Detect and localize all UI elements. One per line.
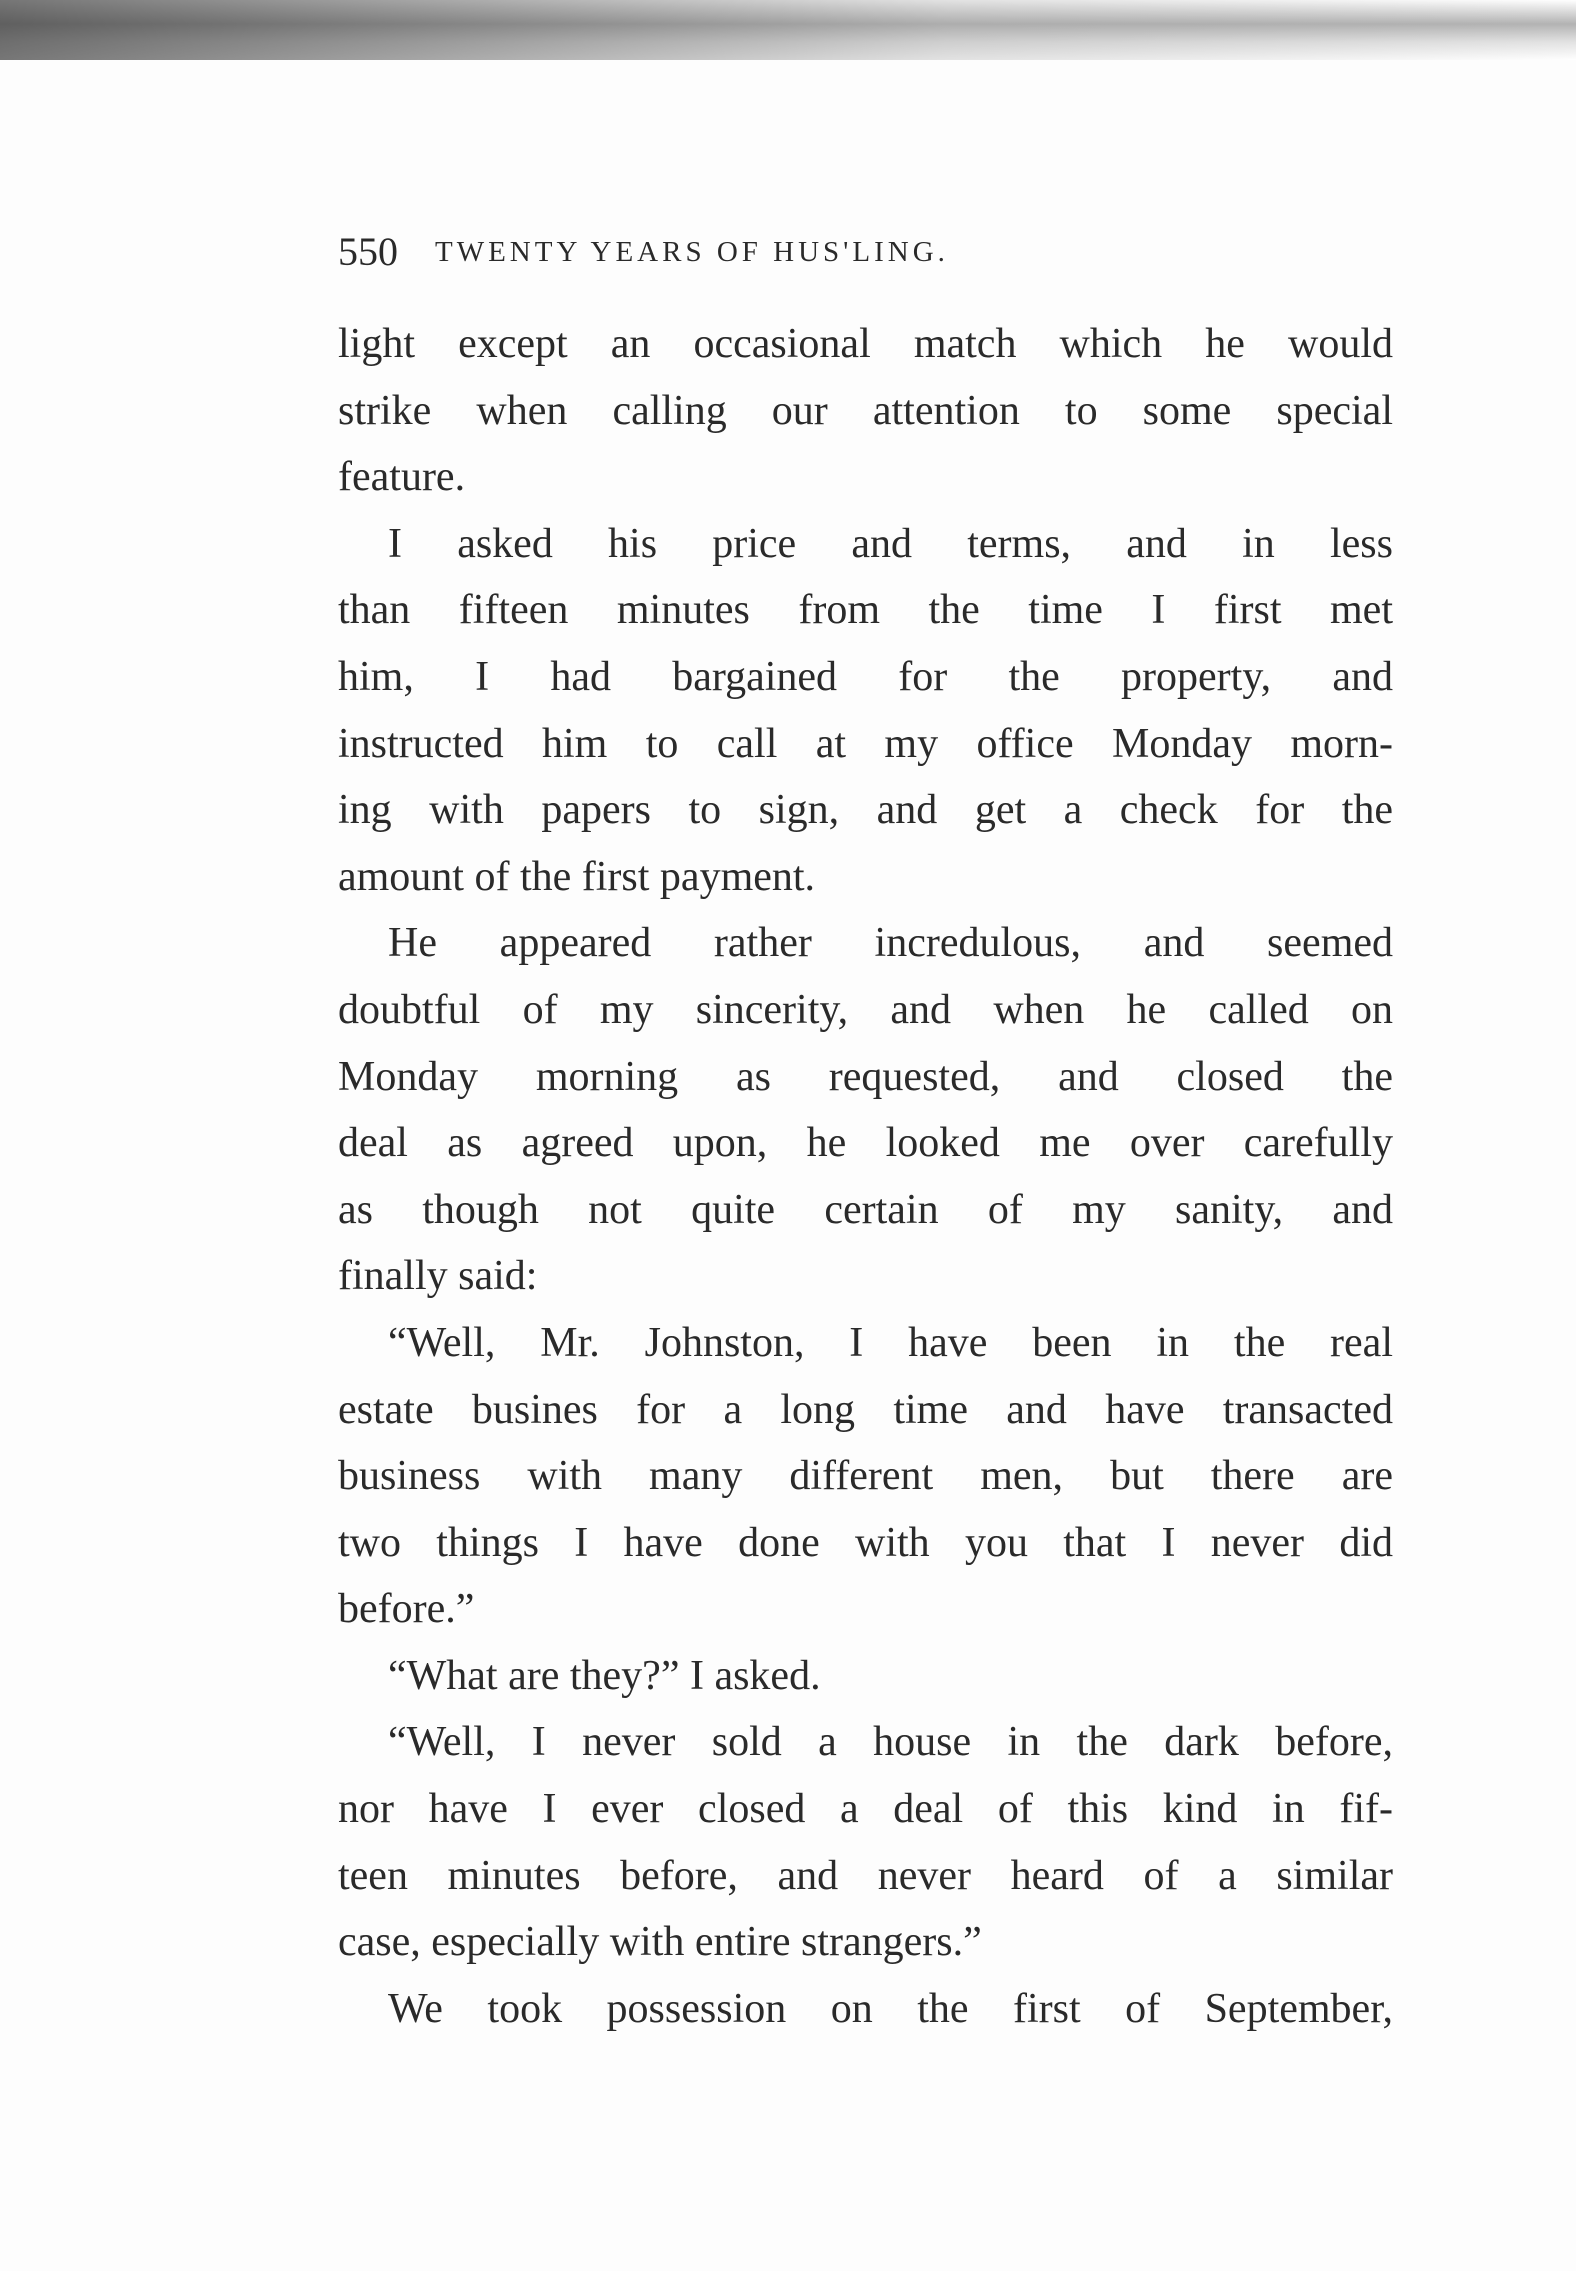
page-body-text	[338, 316, 1393, 2047]
text-line: “What are they?” I asked.	[388, 1652, 821, 1699]
text-line: business with many different men, but there are	[338, 1453, 1393, 1500]
scan-edge-shadow-dark	[0, 0, 1576, 60]
text-line: strike when calling our attention to some special	[338, 387, 1393, 434]
text-line: deal as agreed upon, he looked me over carefully	[338, 1120, 1393, 1167]
text-line: two things I have done with you that I never did	[338, 1519, 1393, 1566]
page-header	[338, 228, 1393, 278]
text-line: He appeared rather incredulous, and seemed	[388, 920, 1393, 967]
text-line: instructed him to call at my office Monday morn-	[338, 720, 1393, 767]
text-line: ing with papers to sign, and get a check for the	[338, 787, 1393, 834]
text-line: finally said:	[338, 1253, 538, 1300]
text-line: feature.	[338, 454, 466, 501]
text-line: amount of the first payment.	[338, 853, 816, 900]
text-line: case, especially with entire strangers.”	[338, 1919, 982, 1966]
text-line: We took possession on the first of September,	[388, 1985, 1393, 2032]
text-line: I asked his price and terms, and in less	[388, 520, 1393, 567]
text-line: light except an occasional match which he would	[338, 321, 1393, 367]
text-line: Monday morning as requested, and closed the	[338, 1053, 1393, 1100]
text-line: teen minutes before, and never heard of a similar	[338, 1852, 1393, 1899]
text-line: him, I had bargained for the property, and	[338, 653, 1393, 700]
page-number: 550	[338, 229, 398, 274]
text-line: before.”	[338, 1586, 475, 1633]
text-line: as though not quite certain of my sanity, and	[338, 1186, 1393, 1233]
text-line: “Well, Mr. Johnston, I have been in the real	[388, 1319, 1393, 1366]
text-line: nor have I ever closed a deal of this kind in fif-	[338, 1786, 1393, 1833]
text-line: than fifteen minutes from the time I first met	[338, 587, 1393, 634]
text-line: estate busines for a long time and have transacted	[338, 1386, 1393, 1433]
text-line: “Well, I never sold a house in the dark before,	[388, 1719, 1393, 1766]
text-line: doubtful of my sincerity, and when he called on	[338, 986, 1393, 1033]
running-title: TWENTY YEARS OF HUS'LING.	[435, 236, 949, 268]
